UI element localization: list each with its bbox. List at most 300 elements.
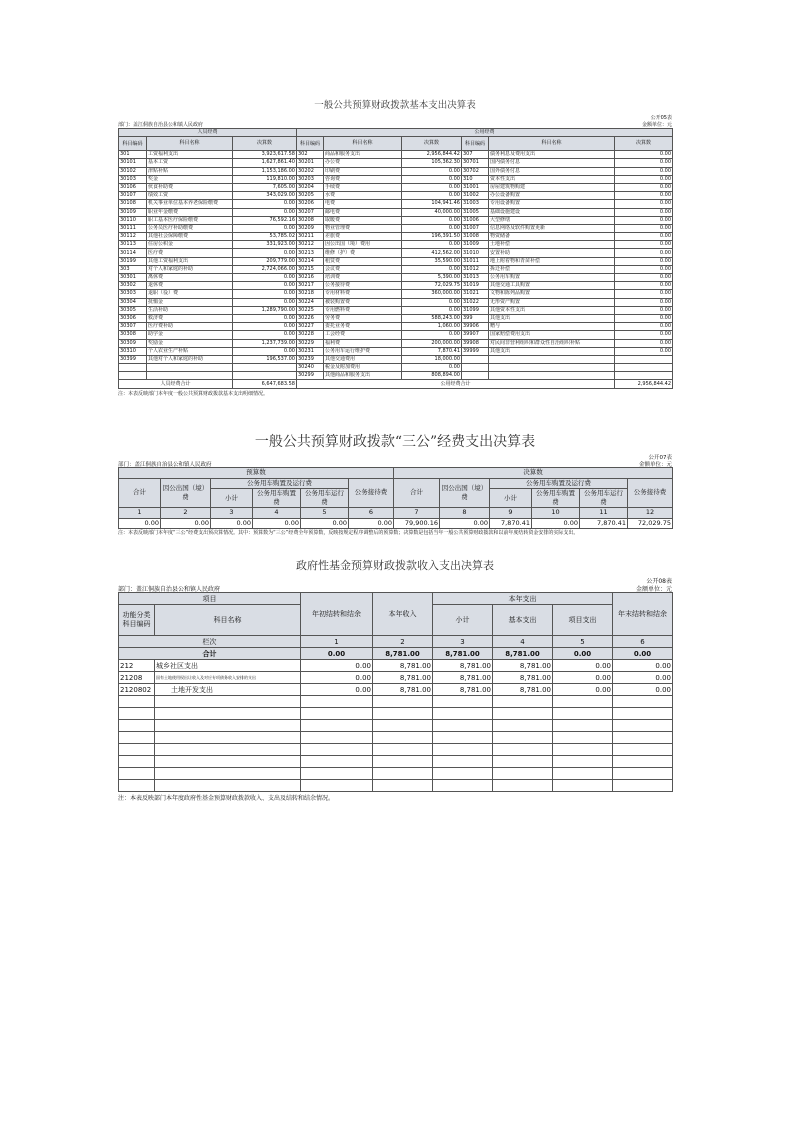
row-code: 30201 (297, 159, 324, 167)
row-code: 30114 (119, 249, 147, 257)
row-amount: 0.00 (615, 192, 673, 200)
empty-cell (493, 756, 553, 768)
row-name: 其他交通费用 (324, 355, 402, 363)
row-name: 电费 (324, 200, 402, 208)
column-index: 3 (433, 636, 493, 648)
empty-cell (433, 768, 493, 780)
row-amount: 0.00 (615, 306, 673, 314)
row-code: 30303 (119, 290, 147, 298)
column-index: 1 (119, 508, 161, 519)
row-code: 30301 (119, 274, 147, 282)
row-name: 安置补助 (489, 249, 615, 257)
table-row (119, 331, 673, 339)
table1-unit: 金额单位：元 (641, 122, 672, 128)
row-code: 39999 (462, 347, 489, 355)
row-code: 30702 (462, 167, 489, 175)
row-amount: 0.00 (402, 192, 462, 200)
table-row (119, 339, 673, 347)
row-code: 31012 (462, 265, 489, 273)
row-amount: 0.00 (615, 175, 673, 183)
row-amount: 104,941.46 (402, 200, 462, 208)
row-code (119, 372, 147, 380)
row-amount: 76,592.16 (233, 216, 297, 224)
row-value: 0.00 (613, 660, 673, 672)
row-amount: 200,000.00 (402, 339, 462, 347)
row-value: 0.00 (301, 684, 373, 696)
row-amount: 0.00 (615, 216, 673, 224)
empty-cell (613, 744, 673, 756)
row-code: 31007 (462, 224, 489, 232)
row-amount: 331,923.00 (233, 241, 297, 249)
row-amount: 0.00 (402, 216, 462, 224)
row-amount: 0.00 (233, 224, 297, 232)
row-amount: 105,362.30 (402, 159, 462, 167)
column-index: 2 (161, 508, 211, 519)
table-row (119, 323, 673, 331)
row-code: 31019 (462, 282, 489, 290)
table2-header-abroad: 因公出国（境）费 (440, 478, 490, 508)
value-cell: 0.00 (440, 518, 490, 529)
table-row (119, 241, 673, 249)
row-name: 资本性支出 (489, 175, 615, 183)
table3-header-name: 科目名称 (155, 605, 301, 636)
table3-header-basic: 基本支出 (493, 605, 553, 636)
row-code: 30202 (297, 167, 324, 175)
row-value: 0.00 (613, 672, 673, 684)
empty-cell (119, 696, 155, 708)
row-name: 离休费 (147, 274, 233, 282)
row-code: 30701 (462, 159, 489, 167)
row-name: 国家赔偿费用支出 (489, 331, 615, 339)
empty-cell (613, 780, 673, 792)
row-name: 职业年金缴费 (147, 208, 233, 216)
row-value: 0.00 (553, 684, 613, 696)
row-code: 30112 (119, 233, 147, 241)
empty-cell (433, 696, 493, 708)
empty-cell (553, 756, 613, 768)
row-amount: 0.00 (233, 298, 297, 306)
row-name: 国有土地使用权出让收入及对应专项债务收入安排的支出 (155, 672, 301, 684)
empty-cell (613, 768, 673, 780)
value-cell: 72,029.75 (628, 518, 673, 529)
row-name: 职工基本医疗保险缴费 (147, 216, 233, 224)
value-cell: 7,870.41 (580, 518, 628, 529)
table2-header-total: 合计 (394, 478, 440, 508)
row-name: 差旅费 (324, 233, 402, 241)
table-row (119, 216, 673, 224)
row-amount: 209,779.00 (233, 257, 297, 265)
total-cell: 8,781.00 (373, 648, 433, 660)
row-name: 专用设备购置 (489, 200, 615, 208)
row-name: 其他社会保障缴费 (147, 233, 233, 241)
row-code: 39908 (462, 339, 489, 347)
empty-cell (553, 732, 613, 744)
row-value: 8,781.00 (493, 684, 553, 696)
total-cell: 0.00 (301, 648, 373, 660)
row-code: 30304 (119, 298, 147, 306)
empty-cell (301, 696, 373, 708)
row-name: 基本工资 (147, 159, 233, 167)
row-code: 31008 (462, 233, 489, 241)
table-row (119, 660, 673, 672)
empty-cell (119, 768, 155, 780)
row-value: 0.00 (301, 660, 373, 672)
table2-header-reception: 公务接待费 (628, 478, 673, 508)
empty-cell (155, 780, 301, 792)
empty-cell (433, 756, 493, 768)
empty-cell (553, 744, 613, 756)
empty-cell (613, 696, 673, 708)
row-amount: 0.00 (615, 347, 673, 355)
row-code: 30204 (297, 183, 324, 191)
empty-cell (155, 708, 301, 720)
table1-total-public: 2,956,844.42 (615, 380, 673, 388)
table1-code: 公开05表 (650, 115, 672, 121)
empty-row (119, 696, 673, 708)
table1-header-name: 科目名称 (489, 137, 615, 151)
row-name: 土地开发支出 (155, 684, 301, 696)
row-amount: 0.00 (615, 159, 673, 167)
row-code: 30211 (297, 233, 324, 241)
row-code: 30240 (297, 364, 324, 372)
row-name: 公务用车购置 (489, 274, 615, 282)
table1-header-code: 科目编码 (119, 137, 147, 151)
row-code: 30399 (119, 355, 147, 363)
row-name: 信息网络及软件购置更新 (489, 224, 615, 232)
row-amount: 0.00 (615, 257, 673, 265)
row-amount: 1,237,739.00 (233, 339, 297, 347)
row-name: 其他交通工具购置 (489, 282, 615, 290)
table-row (119, 290, 673, 298)
row-code: 30107 (119, 192, 147, 200)
table2-header-car-purchase: 公务用车购置费 (532, 489, 580, 508)
row-code (462, 372, 489, 380)
row-code: 31006 (462, 216, 489, 224)
row-name: 地上附着物和青苗补偿 (489, 257, 615, 265)
row-value: 8,781.00 (373, 660, 433, 672)
row-name: 退职（役）费 (147, 290, 233, 298)
empty-cell (613, 732, 673, 744)
empty-row (119, 732, 673, 744)
row-amount: 360,000.00 (402, 290, 462, 298)
table-row (119, 364, 673, 372)
table2-header-subtotal: 小计 (490, 489, 532, 508)
row-name: 拆迁补偿 (489, 265, 615, 273)
row-amount: 0.00 (615, 224, 673, 232)
row-name: 其他支出 (489, 314, 615, 322)
row-name: 土地补偿 (489, 241, 615, 249)
empty-cell (119, 720, 155, 732)
row-name (489, 364, 615, 372)
row-amount: 0.00 (615, 339, 673, 347)
row-code: 39906 (462, 323, 489, 331)
row-name: 生活补助 (147, 306, 233, 314)
row-name: 医疗费补助 (147, 323, 233, 331)
table-row (119, 200, 673, 208)
row-code: 310 (462, 175, 489, 183)
row-name: 无形资产购置 (489, 298, 615, 306)
row-code: 30199 (119, 257, 147, 265)
row-code: 212 (119, 660, 155, 672)
table3-header-subtotal: 小计 (433, 605, 493, 636)
row-name (147, 364, 233, 372)
table1-department: 部门：盖江侗族自治县公和镇人民政府 (118, 122, 204, 128)
row-amount: 53,785.02 (233, 233, 297, 241)
empty-cell (155, 756, 301, 768)
table3-note: 注：本表反映部门本年度政府性基金预算财政拨款收入、支出及结转和结余情况。 (118, 795, 335, 802)
row-amount: 412,562.00 (402, 249, 462, 257)
row-name: 医疗费 (147, 249, 233, 257)
row-amount: 1,153,186.00 (233, 167, 297, 175)
table-row (119, 249, 673, 257)
row-code: 30215 (297, 265, 324, 273)
empty-cell (119, 744, 155, 756)
empty-cell (553, 768, 613, 780)
row-amount: 0.00 (615, 208, 673, 216)
row-amount: 0.00 (615, 290, 673, 298)
row-code: 30308 (119, 331, 147, 339)
empty-cell (493, 732, 553, 744)
table3-column-index-label: 栏次 (119, 636, 301, 648)
row-code: 30224 (297, 298, 324, 306)
row-code: 30102 (119, 167, 147, 175)
row-code: 31003 (462, 200, 489, 208)
table-row (119, 282, 673, 290)
table-row (119, 159, 673, 167)
row-code: 31099 (462, 306, 489, 314)
row-amount: 0.00 (615, 314, 673, 322)
row-amount: 0.00 (615, 265, 673, 273)
column-index: 5 (301, 508, 349, 519)
table2-code: 公开07表 (648, 455, 672, 461)
empty-cell (373, 732, 433, 744)
empty-cell (493, 696, 553, 708)
table2-group-final: 决算数 (394, 468, 673, 479)
row-amount: 0.00 (402, 331, 462, 339)
table3-header-project: 项目支出 (553, 605, 613, 636)
row-code: 30231 (297, 347, 324, 355)
row-amount: 0.00 (402, 167, 462, 175)
table2-title: 一般公共预算财政拨款“三公”经费支出决算表 (254, 434, 536, 450)
row-amount: 5,390.00 (402, 274, 462, 282)
row-code: 30227 (297, 323, 324, 331)
row-code: 39907 (462, 331, 489, 339)
column-index: 1 (301, 636, 373, 648)
row-code: 31009 (462, 241, 489, 249)
row-code: 30307 (119, 323, 147, 331)
row-code: 30302 (119, 282, 147, 290)
row-code: 30216 (297, 274, 324, 282)
row-amount: 0.00 (615, 241, 673, 249)
total-cell: 0.00 (613, 648, 673, 660)
row-name: 公务员医疗补助缴费 (147, 224, 233, 232)
row-amount: 0.00 (233, 282, 297, 290)
row-value: 8,781.00 (433, 660, 493, 672)
government-fund-section (118, 556, 672, 802)
table1-group-personnel: 人员经费 (119, 129, 297, 137)
row-code: 399 (462, 314, 489, 322)
column-index: 3 (211, 508, 253, 519)
row-code: 31010 (462, 249, 489, 257)
table3-header-begin-balance: 年初结转和结余 (301, 593, 373, 636)
row-code: 31011 (462, 257, 489, 265)
row-value: 8,781.00 (493, 660, 553, 672)
row-code: 30218 (297, 290, 324, 298)
empty-cell (301, 720, 373, 732)
row-amount: 0.00 (615, 274, 673, 282)
row-code: 31013 (462, 274, 489, 282)
row-amount: 35,590.00 (402, 257, 462, 265)
row-code: 30207 (297, 208, 324, 216)
row-amount: 0.00 (402, 364, 462, 372)
row-amount: 3,923,617.58 (233, 151, 297, 159)
column-index: 10 (532, 508, 580, 519)
row-amount: 0.00 (233, 290, 297, 298)
row-name: 咨询费 (324, 175, 402, 183)
row-name: 水费 (324, 192, 402, 200)
row-name: 委托业务费 (324, 323, 402, 331)
value-cell: 0.00 (532, 518, 580, 529)
column-index: 11 (580, 508, 628, 519)
row-amount: 0.00 (233, 249, 297, 257)
table-row (119, 314, 673, 322)
empty-cell (433, 732, 493, 744)
table2 (118, 467, 673, 529)
row-name: 租赁费 (324, 257, 402, 265)
row-amount: 0.00 (615, 167, 673, 175)
empty-cell (119, 708, 155, 720)
row-name: 维修（护）费 (324, 249, 402, 257)
table1-header-amount: 决算数 (615, 137, 673, 151)
empty-cell (373, 780, 433, 792)
row-code: 30101 (119, 159, 147, 167)
row-name: 对民间非营利组织和群众性自治组织补贴 (489, 339, 615, 347)
row-amount: 0.00 (233, 314, 297, 322)
row-amount: 0.00 (615, 298, 673, 306)
row-name: 印刷费 (324, 167, 402, 175)
value-cell: 0.00 (301, 518, 349, 529)
table-row (119, 192, 673, 200)
row-name: 赠与 (489, 323, 615, 331)
row-amount: 0.00 (402, 183, 462, 191)
row-code: 301 (119, 151, 147, 159)
row-amount: 0.00 (233, 208, 297, 216)
row-code: 31021 (462, 290, 489, 298)
row-value: 0.00 (553, 672, 613, 684)
empty-cell (493, 768, 553, 780)
row-code: 303 (119, 265, 147, 273)
row-name: 办公设备购置 (489, 192, 615, 200)
row-amount: 0.00 (615, 200, 673, 208)
row-amount: 0.00 (615, 249, 673, 257)
empty-cell (613, 720, 673, 732)
row-code: 30228 (297, 331, 324, 339)
table2-header-total: 合计 (119, 478, 161, 508)
table3 (118, 592, 673, 792)
empty-cell (373, 696, 433, 708)
three-public-expenditure-section (118, 431, 672, 537)
row-code (462, 355, 489, 363)
row-value: 8,781.00 (433, 684, 493, 696)
row-amount: 2,724,066.00 (233, 265, 297, 273)
row-value: 0.00 (301, 672, 373, 684)
table-row (119, 183, 673, 191)
row-amount: 0.00 (233, 274, 297, 282)
column-index: 8 (440, 508, 490, 519)
row-amount: 0.00 (402, 306, 462, 314)
table1-group-public: 公用经费 (297, 129, 673, 137)
table3-header-end-balance: 年末结转和结余 (613, 593, 673, 636)
row-value: 8,781.00 (493, 672, 553, 684)
row-code: 30226 (297, 314, 324, 322)
row-name: 国外债务付息 (489, 167, 615, 175)
row-code: 30305 (119, 306, 147, 314)
row-amount: 40,000.00 (402, 208, 462, 216)
empty-cell (155, 732, 301, 744)
row-code: 30213 (297, 249, 324, 257)
empty-cell (493, 780, 553, 792)
column-index: 7 (394, 508, 440, 519)
row-name: 其他工资福利支出 (147, 257, 233, 265)
row-code: 30208 (297, 216, 324, 224)
empty-cell (553, 708, 613, 720)
row-name: 会议费 (324, 265, 402, 273)
row-name: 税金及附加费用 (324, 364, 402, 372)
table3-header-code: 功能分类科目编码 (119, 605, 155, 636)
table-row (119, 224, 673, 232)
row-name: 工会经费 (324, 331, 402, 339)
row-code: 30111 (119, 224, 147, 232)
row-name: 工资福利支出 (147, 151, 233, 159)
column-index: 4 (493, 636, 553, 648)
empty-cell (613, 756, 673, 768)
table3-unit: 金额单位：元 (635, 586, 672, 593)
table1-header-name: 科目名称 (324, 137, 402, 151)
row-code: 30209 (297, 224, 324, 232)
row-value: 8,781.00 (373, 672, 433, 684)
value-cell: 0.00 (349, 518, 394, 529)
row-name: 邮电费 (324, 208, 402, 216)
table2-header-car-group: 公务用车购置及运行费 (490, 478, 628, 489)
row-amount: 808,894.00 (402, 372, 462, 380)
row-name: 因公出国（境）费用 (324, 241, 402, 249)
empty-cell (301, 732, 373, 744)
row-amount: 1,627,861.40 (233, 159, 297, 167)
row-amount: 0.00 (233, 200, 297, 208)
table2-department: 部门：盖江侗族自治县公和镇人民政府 (118, 462, 212, 468)
row-amount: 0.00 (615, 233, 673, 241)
table2-header-reception: 公务接待费 (349, 478, 394, 508)
row-code: 30206 (297, 200, 324, 208)
empty-row (119, 720, 673, 732)
row-name: 其他支出 (489, 347, 615, 355)
row-amount (615, 364, 673, 372)
empty-cell (373, 768, 433, 780)
table1-header-code: 科目编码 (462, 137, 489, 151)
table-row (119, 355, 673, 363)
row-code: 2120802 (119, 684, 155, 696)
total-cell: 8,781.00 (433, 648, 493, 660)
row-name: 物业管理费 (324, 224, 402, 232)
table1-header-amount: 决算数 (402, 137, 462, 151)
row-amount: 72,029.75 (402, 282, 462, 290)
empty-cell (155, 696, 301, 708)
table2-header-abroad: 因公出国（境）费 (161, 478, 211, 508)
row-name: 助学金 (147, 331, 233, 339)
column-index: 6 (613, 636, 673, 648)
table1-title: 一般公共预算财政拨款基本支出决算表 (314, 100, 476, 111)
row-amount: 0.00 (402, 241, 462, 249)
